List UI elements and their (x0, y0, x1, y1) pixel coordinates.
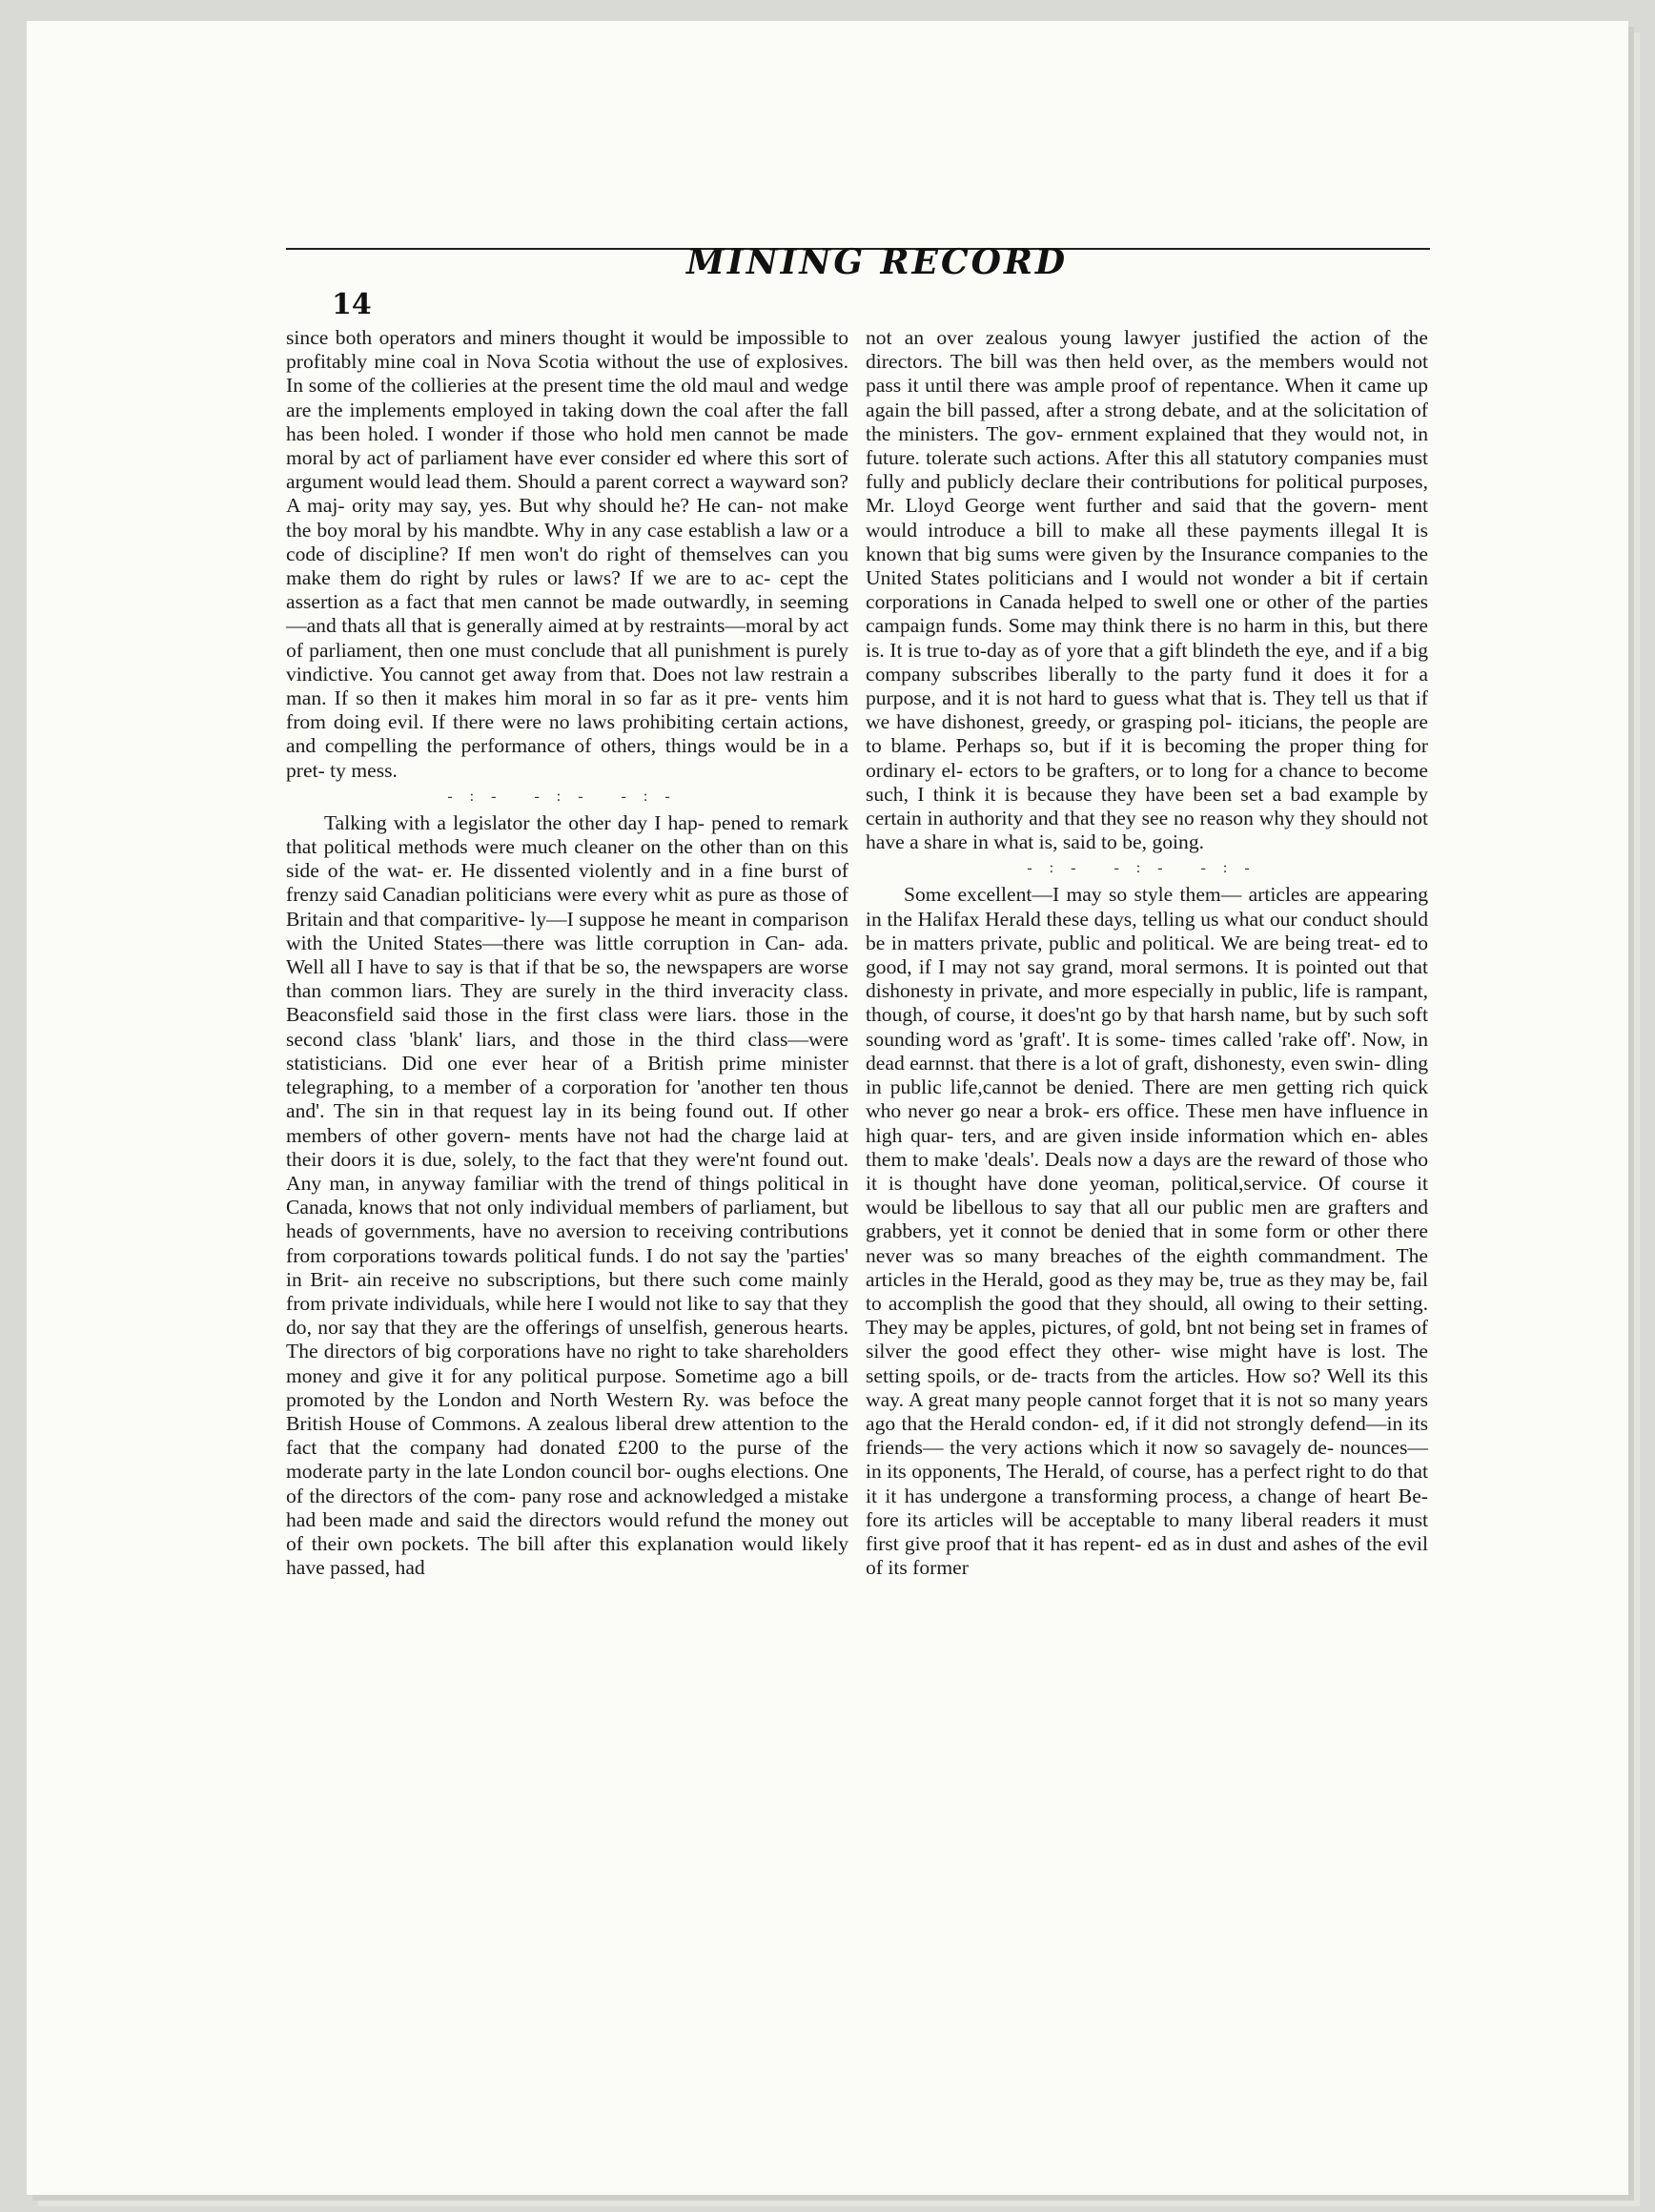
right-column (866, 326, 1428, 1580)
page-header (286, 238, 1430, 321)
section-separator-left: -:- -:- -:- (447, 788, 687, 805)
newspaper-page (286, 238, 1430, 2050)
section-separator-right: -:- -:- -:- (1027, 860, 1267, 877)
page-sheet (27, 21, 1628, 2195)
left-paragraph-2: Talking with a legislator the other day I hap- pened to remark that political methods were much cleaner on the other than on this side of the wat- er. He dissented violently and in a fine burst of frenzy said Canadian politicians were every whit as pure as those of Britain and that comparitive- ly—I suppose he meant in comparison with the United States—there was little corruption in Can- ada. Well all I have to say is that if that be so, the newspapers are worse than common liars. They are surely in the third inveracity class. Beaconsfield said those in the first class were liars. those in the second class 'blank' liars, and those in the third class—were statisticians. Did one ever hear of a British prime minister telegraphing, to a member of a corporation for 'another ten thous and'. The sin in that request lay in its being found out. If other members of other govern- ments have not had the charge laid at their doors it is due, solely, to the fact that they were'nt found out. Any man, in anyway familiar with the trend of things political in Canada, knows that not only individual members of parliament, but heads of governments, have no aversion to receiving contributions from corporations towards political funds. I do not say the 'parties' in Brit- ain receive no subscriptions, but there such come mainly from private individuals, while here I would not like to say that they do, nor say that they are the offerings of unselfish, generous hearts. The directors of big corporations have no right to take shareholders money and give it for any political purpose. Sometime ago a bill promoted by the London and North Western Ry. was befoce the British House of Commons. A zealous liberal drew attention to the fact that the company had donated £200 to the purse of the moderate party in the late London council bor- oughs elections. One of the directors of the com- pany rose and acknowledged a mistake had been made and said the directors would refund the money out of their own pockets. The bill after this explanation would likely have passed, had (286, 810, 848, 1580)
page-number: 14 (332, 288, 372, 321)
left-paragraph-1: since both operators and miners thought it would be impossible to profitably mine coal in Nova Scotia without the use of explosives. In some of the collieries at the present time the old maul and wedge are the implements employed in taking down the coal after the fall has been holed. I wonder if those who hold men cannot be made moral by act of parliament have ever consider ed where this sort of argument would lead them. Should a parent correct a wayward son? A maj- ority may say, yes. But why should he? He can- not make the boy moral by his mandbte. Why in any case establish a law or a code of discipline? If men won't do right of themselves can you make them do right by rules or laws? If we are to ac- cept the assertion as a fact that men cannot be made outwardly, in seeming—and thats all that is generally aimed at by restraints—moral by act of parliament, then one must conclude that all punishment is purely vindictive. You cannot get away from that. Does not law restrain a man. If so then it makes him moral in so far as it pre- vents him from doing evil. If there were no laws prohibiting certain actions, and compelling the performance of others, things would be in a pret- ty mess. (286, 326, 848, 782)
right-paragraph-2: Some excellent—I may so style them— articles are appearing in the Halifax Herald these days, telling us what our conduct should be in matters private, public and political. We are being treat- ed to good, if I may not say grand, moral sermons. It is pointed out that dishonesty in private, and more especially in public, life is rampant, though, of course, it does'nt go by that harsh name, but by such soft sounding word as 'graft'. It is some- times called 'rake off'. Now, in dead earnnst. that there is a lot of graft, dishonesty, even swin- dling in public life,cannot be denied. There are men getting rich quick who never go near a brok- ers office. These men have influence in high quar- ters, and are given inside information which en- ables them to make 'deals'. Deals now a days are the reward of those who it is thought have done yeoman, political,service. Of course it would be libellous to say that all our public men are grafters and grabbers, yet it connot be denied that in some form or other there never was so many breaches of the eighth commandment. The articles in the Herald, good as they may be, true as they may be, fail to accomplish the good that they should, all owing to their setting. They may be apples, pictures, of gold, bnt not being set in frames of silver the good effect they other- wise might have is lost. The setting spoils, or de- tracts from the articles. How so? Well its this way. A great many people cannot forget that it is not so many years ago that the Herald condon- ed, if it did not strongly defend—in its friends— the very actions which it now so savagely de- nounces—in its opponents, The Herald, of course, has a perfect right to do that it it has undergone a transforming process, a change of heart Be- fore its articles will be acceptable to many liberal readers it must first give proof that it has repent- ed as in dust and ashes of the evil of its former (866, 883, 1428, 1580)
right-paragraph-1: not an over zealous young lawyer justified the action of the directors. The bill was then held over, as the members would not pass it until there was ample proof of repentance. When it came up again the bill passed, after a strong debate, and at the solicitation of the ministers. The gov- ernment explained that they would not, in future. tolerate such actions. After this all statutory companies must fully and publicly declare their contributions for political purposes, Mr. Lloyd George went further and said that the govern- ment would introduce a bill to make all these payments illegal It is known that big sums were given by the Insurance companies to the United States politicians and I would not wonder a bit if certain corporations in Canada helped to swell one or other of the parties campaign funds. Some may think there is no harm in this, but there is. It is true to-day as of yore that a gift blindeth the eye, and if a big company subscribes liberally to the party fund it does it for a purpose, and it is not hard to guess what that is. They tell us that if we have dishonest, greedy, or grasping pol- iticians, the people are to blame. Perhaps so, but if it is becoming the proper thing for ordinary el- ectors to be grafters, or to long for a chance to become such, I think it is because they have been set a bad example by certain in authority and that they see no reason why they should not have a share in what is, said to be, going. (866, 326, 1428, 854)
publication-title: MINING RECORD (686, 242, 1069, 282)
left-column (286, 326, 848, 1580)
